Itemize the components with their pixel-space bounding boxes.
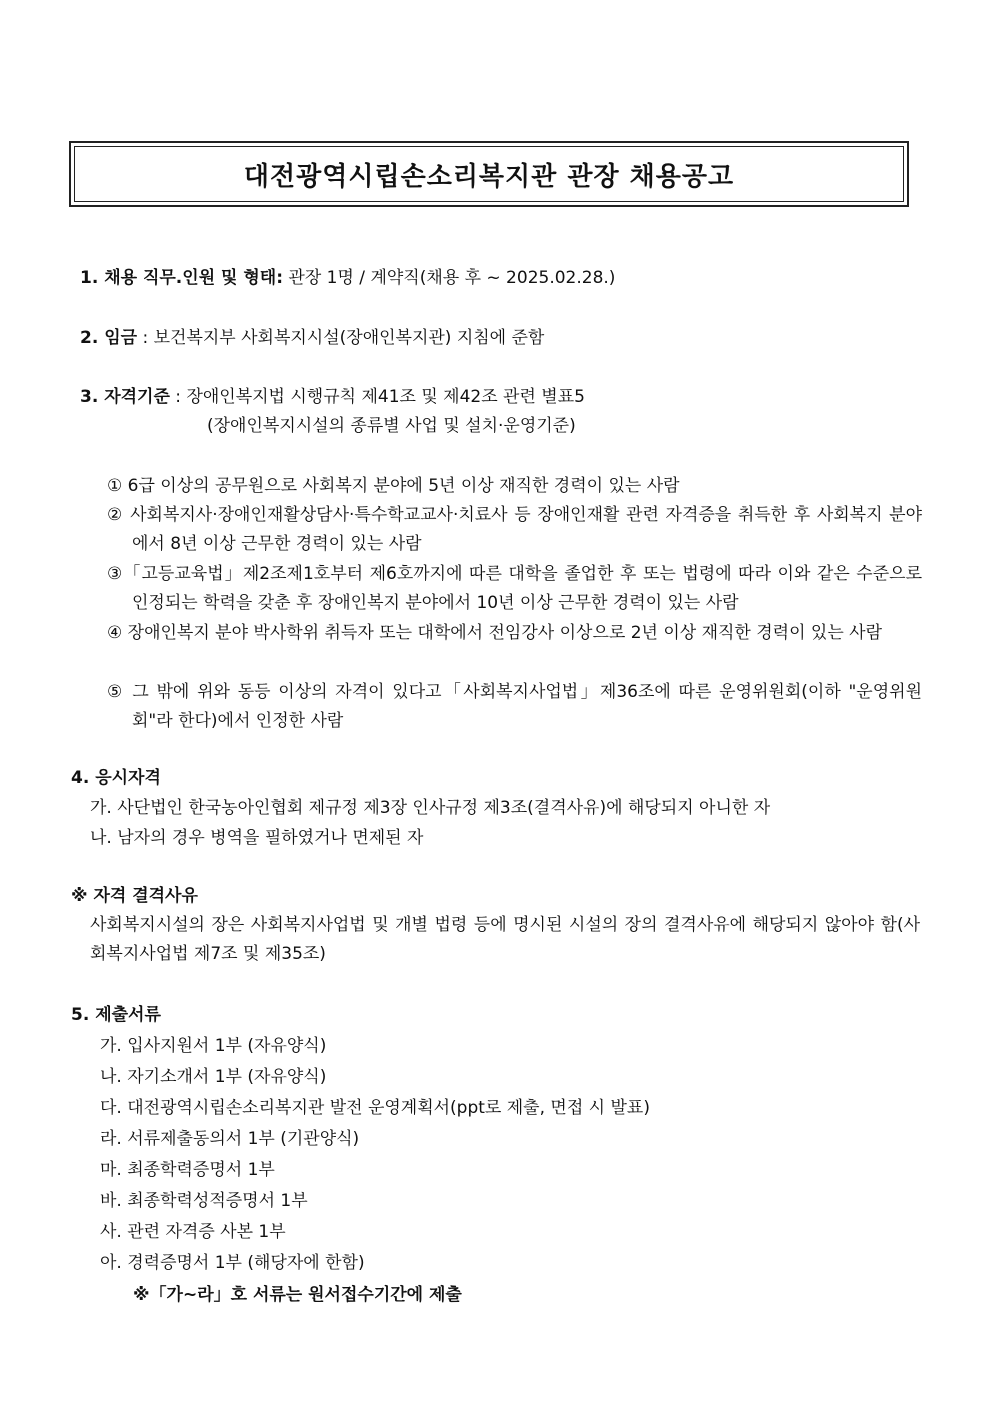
qual-item-4: ④ 장애인복지 분야 박사학위 취득자 또는 대학에서 전임강사 이상으로 2년 이상 재직한 경력이 있는 사람 (107, 623, 883, 643)
section-2-text: : 보건복지부 사회복지시설(장애인복지관) 지침에 준함 (137, 328, 545, 348)
disqualification-text: 사회복지시설의 장은 사회복지사업법 및 개별 법령 등에 명시된 시설의 장의 결격사유에 해당되지 않아야 함(사회복지사업법 제7조 및 제35조) (90, 915, 920, 964)
page-title: 대전광역시립손소리복지관 관장 채용공고 (243, 161, 735, 192)
section-3-label: 3. 자격기준 (80, 387, 170, 407)
eligibility-item-2: 나. 남자의 경우 병역을 필하였거나 면제된 자 (90, 828, 424, 848)
document-item: 아. 경력증명서 1부 (해당자에 한함) (100, 1253, 365, 1273)
section-1 (80, 267, 615, 289)
section-3-subtitle: (장애인복지시설의 종류별 사업 및 설치·운영기준) (207, 416, 576, 436)
qual-item-5: ⑤ 그 밖에 위와 동등 이상의 자격이 있다고「사회복지사업법」제36조에 따른 운영위원회(이하 "운영위원회"라 한다)에서 인정한 사람 (107, 682, 922, 731)
document-item: 나. 자기소개서 1부 (자유양식) (100, 1067, 327, 1087)
disqualification-label: ※ 자격 결격사유 (71, 886, 198, 906)
qual-item-2: ② 사회복지사·장애인재활상담사·특수학교교사·치료사 등 장애인재활 관련 자격증을 취득한 후 사회복지 분야에서 8년 이상 근무한 경력이 있는 사람 (107, 505, 922, 554)
title-inner-border (74, 146, 904, 202)
document-item: 바. 최종학력성적증명서 1부 (100, 1191, 308, 1211)
section-3 (80, 386, 585, 408)
section-1-text: 관장 1명 / 계약직(채용 후 ~ 2025.02.28.) (283, 268, 616, 288)
section-5-label: 5. 제출서류 (71, 1005, 161, 1025)
section-2-label: 2. 임금 (80, 328, 138, 348)
document-item: 라. 서류제출동의서 1부 (기관양식) (100, 1129, 360, 1149)
document-item: 마. 최종학력증명서 1부 (100, 1160, 275, 1180)
eligibility-item-1: 가. 사단법인 한국농아인협회 제규정 제3장 인사규정 제3조(결격사유)에 해당되지 아니한 자 (90, 798, 771, 818)
section-3-text: : 장애인복지법 시행규칙 제41조 및 제42조 관련 별표5 (169, 387, 585, 407)
submission-note: ※「가~라」호 서류는 원서접수기간에 제출 (133, 1285, 462, 1305)
section-4-label: 4. 응시자격 (71, 768, 161, 788)
qual-item-3: ③「고등교육법」제2조제1호부터 제6호까지에 따른 대학을 졸업한 후 또는 법령에 따라 이와 같은 수준으로 인정되는 학력을 갖춘 후 장애인복지 분야에서 10년 이상 근무한 경력이 있는 사람 (107, 564, 922, 613)
title-box (69, 141, 909, 207)
section-1-label: 1. 채용 직무.인원 및 형태: (80, 268, 284, 288)
document-item: 사. 관련 자격증 사본 1부 (100, 1222, 286, 1242)
document-item: 다. 대전광역시립손소리복지관 발전 운영계획서(ppt로 제출, 면접 시 발표) (100, 1098, 650, 1118)
section-2 (80, 327, 544, 349)
document-item: 가. 입사지원서 1부 (자유양식) (100, 1036, 327, 1056)
qual-item-1: ① 6급 이상의 공무원으로 사회복지 분야에 5년 이상 재직한 경력이 있는 사람 (107, 476, 680, 496)
